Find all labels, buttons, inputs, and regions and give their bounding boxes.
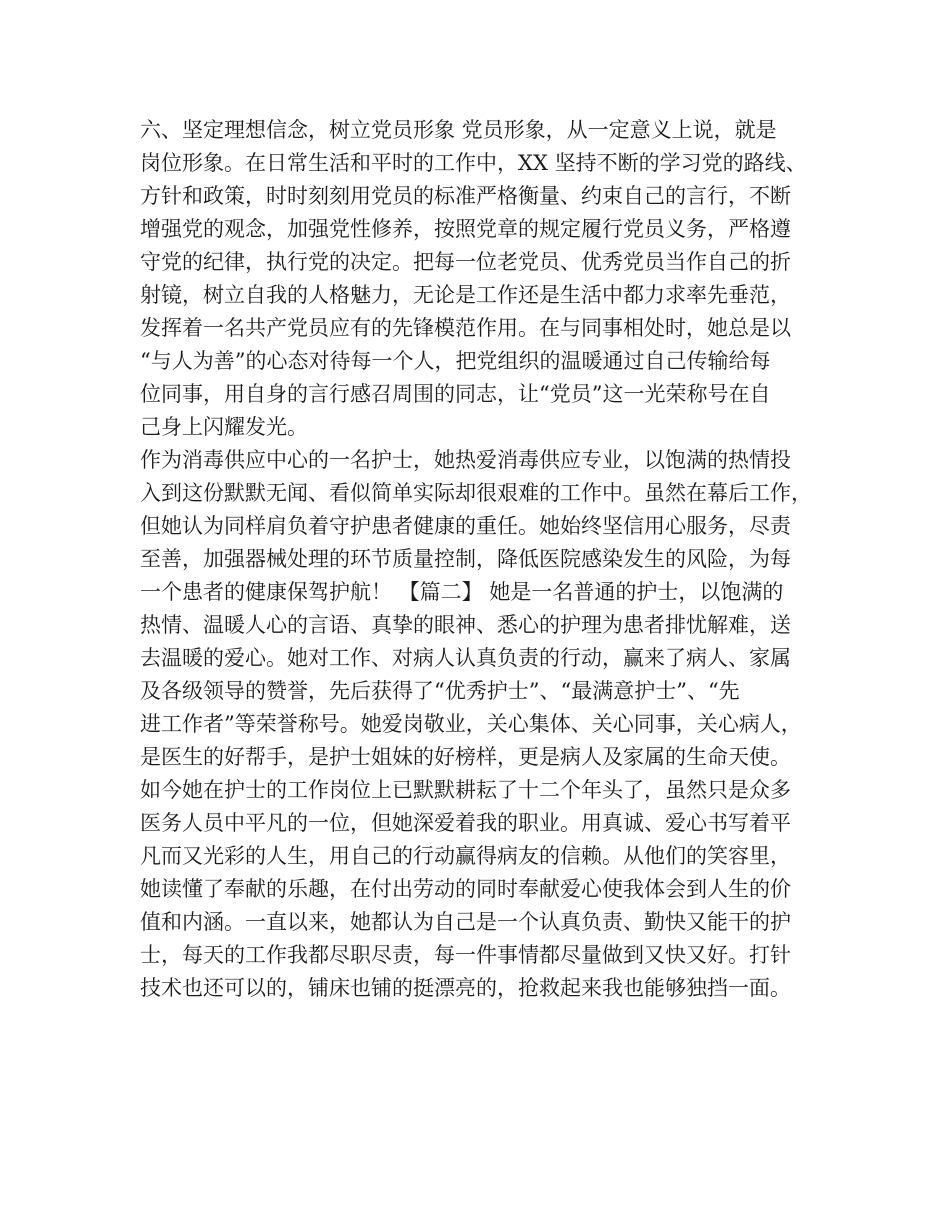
text-line: 技术也还可以的，铺床也铺的挺漂亮的，抢救起来我也能够独挡一面。 [140, 976, 791, 1000]
text-line: 士，每天的工作我都尽职尽责，每一件事情都尽量做到又快又好。打针 [140, 943, 791, 967]
text-line: 作为消毒供应中心的一名护士，她热爱消毒供应专业，以饱满的热情投 [140, 448, 791, 472]
text-line: 入到这份默默无闻、看似简单实际却很艰难的工作中。虽然在幕后工作， [140, 481, 812, 505]
text-line: 但她认为同样肩负着守护患者健康的重任。她始终坚信用心服务，尽责 [140, 514, 791, 538]
text-line: 六、坚定理想信念，树立党员形象 党员形象，从一定意义上说，就是 [140, 118, 777, 142]
text-line: 一个患者的健康保驾护航！ 【篇二】 她是一名普通的护士，以饱满的 [140, 580, 784, 604]
text-line: 己身上闪耀发光。 [140, 415, 308, 439]
text-line: 热情、温暖人心的言语、真挚的眼神、悉心的护理为患者排忧解难，送 [140, 613, 791, 637]
text-line: 她读懂了奉献的乐趣，在付出劳动的同时奉献爱心使我体会到人生的价 [140, 877, 791, 901]
text-line: 至善，加强器械处理的环节质量控制，降低医院感染发生的风险，为每 [140, 547, 791, 571]
text-line: 发挥着一名共产党员应有的先锋模范作用。在与同事相处时，她总是以 [140, 316, 791, 340]
text-line: 去温暖的爱心。她对工作、对病人认真负责的行动，赢来了病人、家属 [140, 646, 791, 670]
text-line: 医务人员中平凡的一位，但她深爱着我的职业。用真诚、爱心书写着平 [140, 811, 791, 835]
text-line: 进工作者”等荣誉称号。她爱岗敬业，关心集体、关心同事，关心病人， [140, 712, 802, 736]
text-line: 及各级领导的赞誉，先后获得了“优秀护士”、“最满意护士”、“先 [140, 679, 740, 703]
text-line: 是医生的好帮手，是护士姐妹的好榜样，更是病人及家属的生命天使。 [140, 745, 791, 769]
text-line: 位同事，用自身的言行感召周围的同志，让“党员”这一光荣称号在自 [140, 382, 771, 406]
text-line: 值和内涵。一直以来，她都认为自己是一个认真负责、勤快又能干的护 [140, 910, 791, 934]
text-line: “与人为善”的心态对待每一个人，把党组织的温暖通过自己传输给每 [140, 349, 771, 373]
body-text [140, 114, 820, 1005]
text-line: 凡而又光彩的人生，用自己的行动赢得病友的信赖。从他们的笑容里， [140, 844, 791, 868]
text-line: 岗位形象。在日常生活和平时的工作中，XX 坚持不断的学习党的路线、 [140, 151, 807, 175]
text-line: 增强党的观念，加强党性修养，按照党章的规定履行党员义务，严格遵 [140, 217, 791, 241]
text-line: 守党的纪律，执行党的决定。把每一位老党员、优秀党员当作自己的折 [140, 250, 791, 274]
text-line: 如今她在护士的工作岗位上已默默耕耘了十二个年头了，虽然只是众多 [140, 778, 791, 802]
text-line: 方针和政策，时时刻刻用党员的标准严格衡量、约束自己的言行，不断 [140, 184, 791, 208]
text-line: 射镜，树立自我的人格魅力，无论是工作还是生活中都力求率先垂范， [140, 283, 791, 307]
